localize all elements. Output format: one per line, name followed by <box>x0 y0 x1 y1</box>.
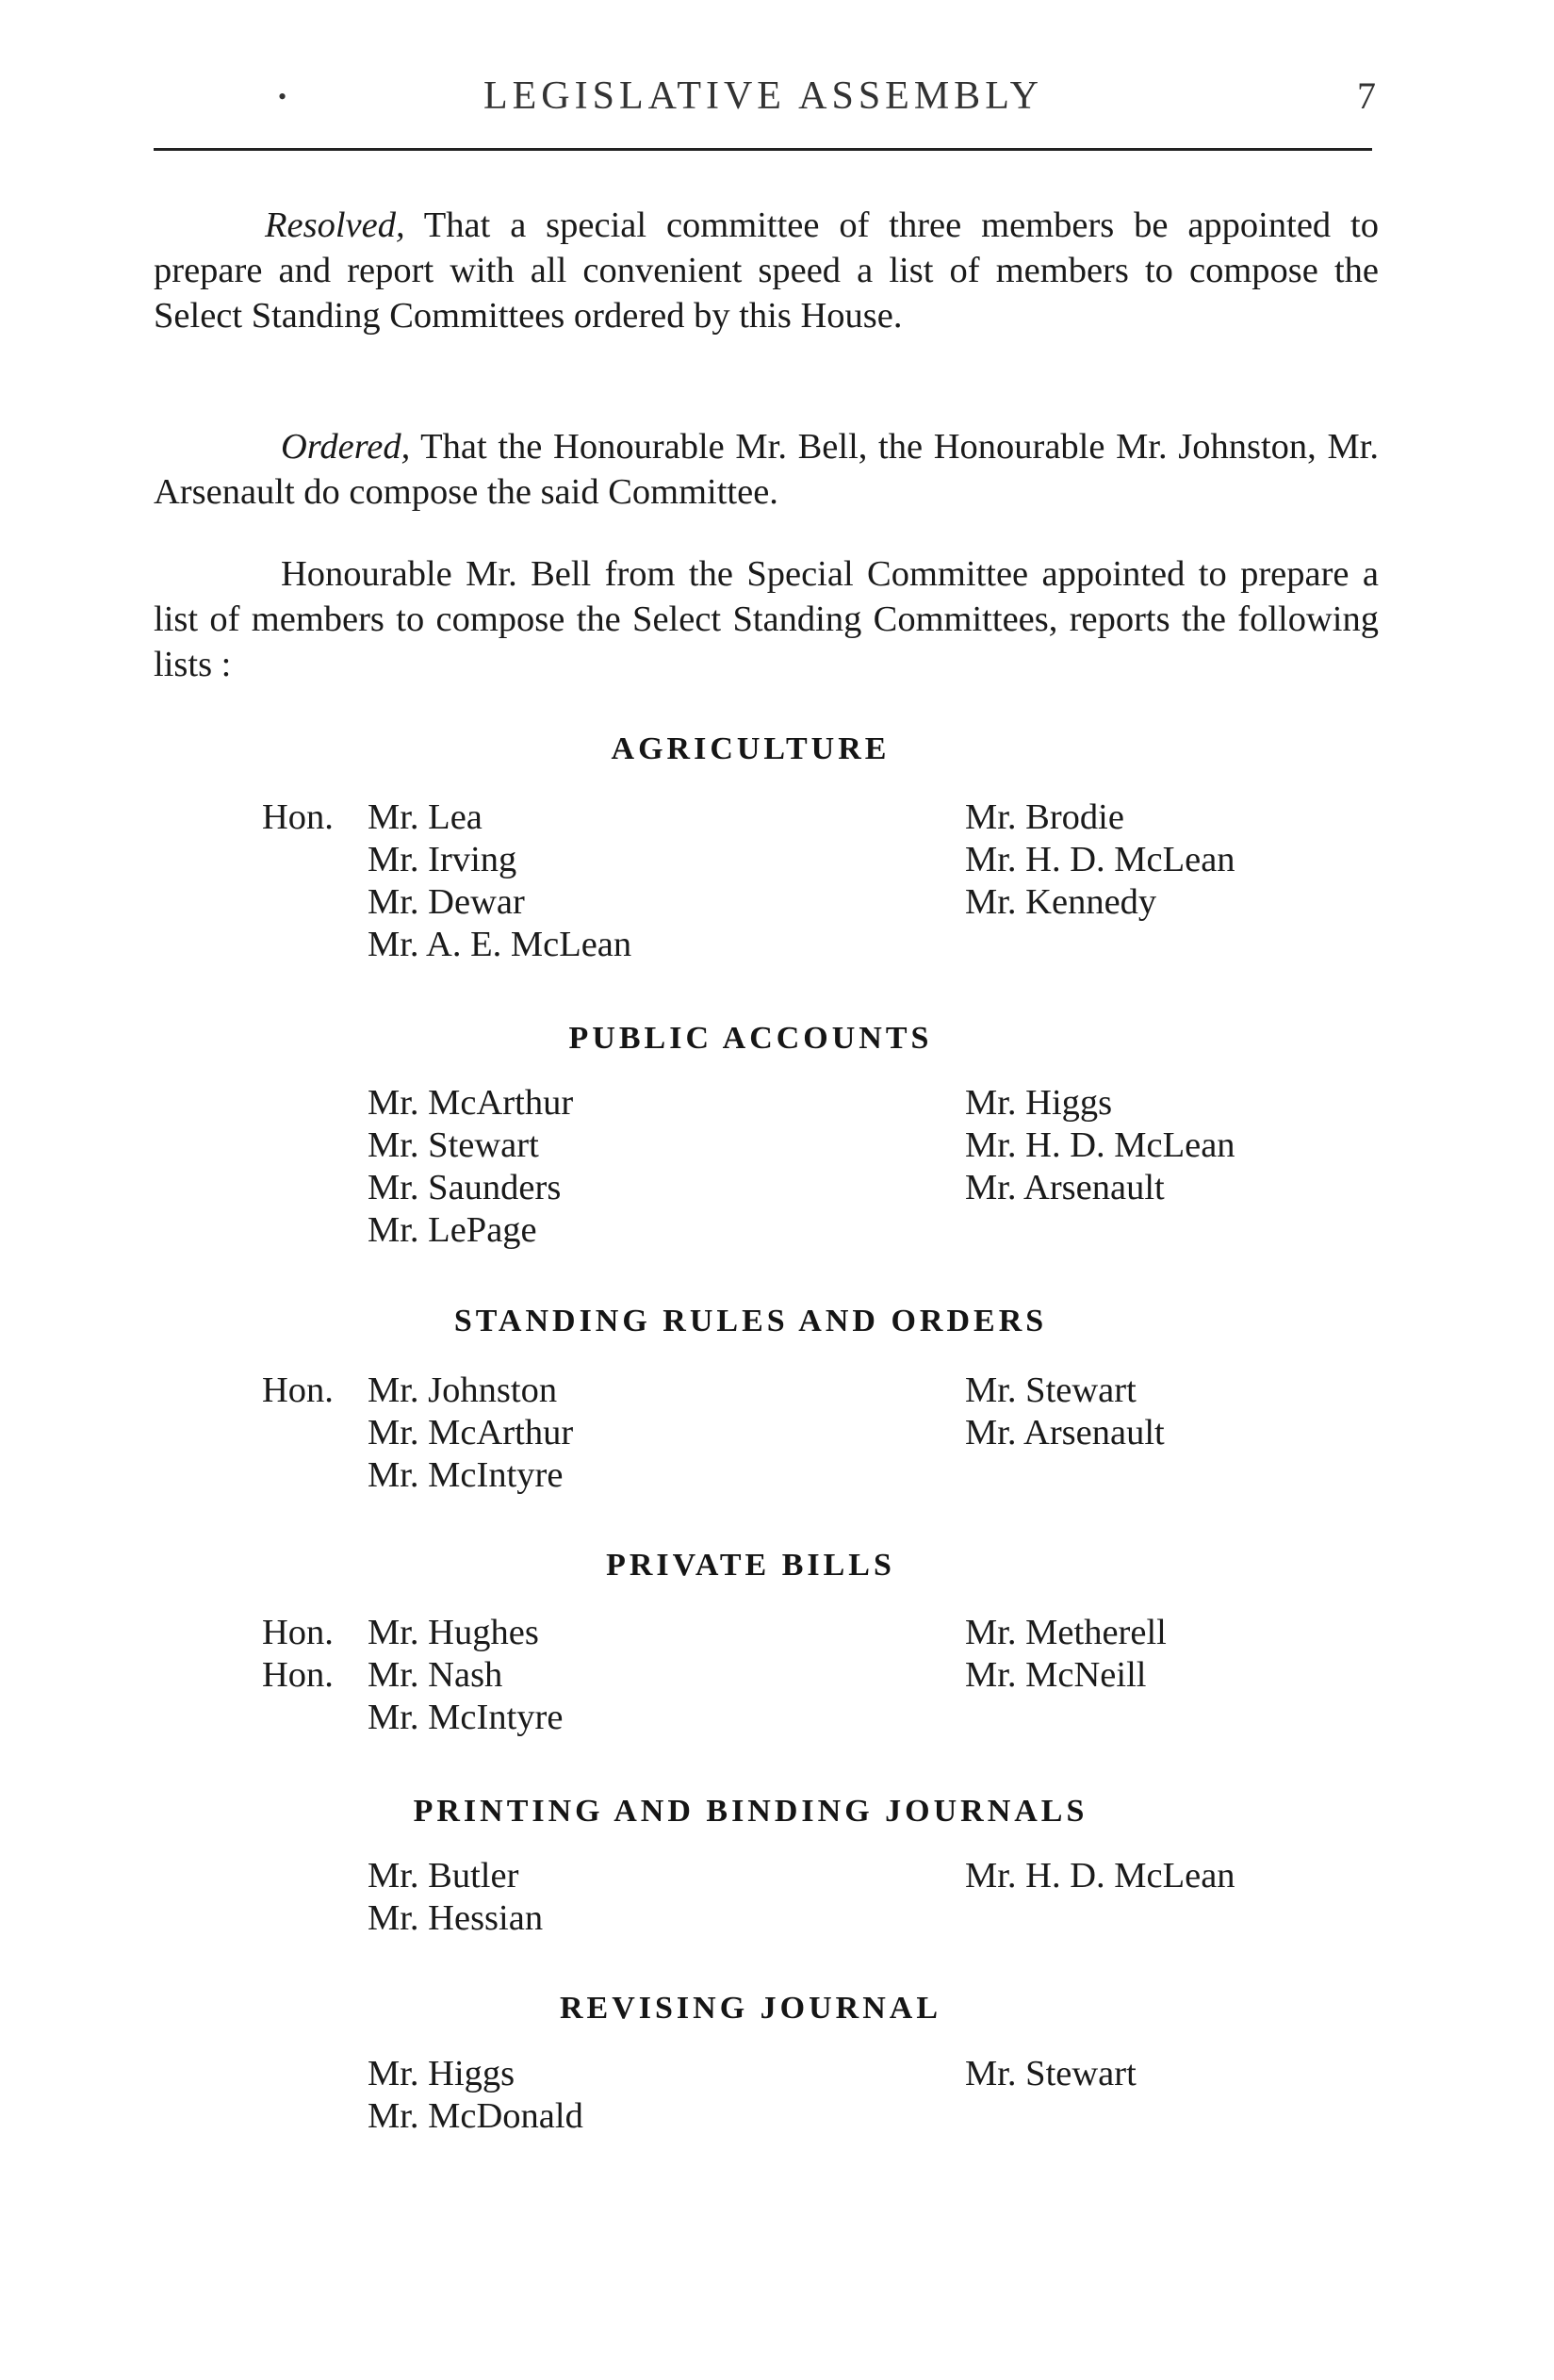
member-name: Mr. McArthur <box>368 1083 574 1123</box>
member-row <box>262 1124 573 1167</box>
member-row <box>262 1209 573 1252</box>
member-name: Mr. Hughes <box>368 1613 539 1652</box>
member-name: Mr. H. D. McLean <box>965 1125 1235 1165</box>
member-row <box>262 1897 543 1940</box>
member-name: Mr. Stewart <box>368 1125 539 1165</box>
ordered-text: That the Honourable Mr. Bell, the Honourable Mr. Johnston, Mr. Arsenault do compose the said Committee. <box>154 427 1379 512</box>
committee-public-accounts-right <box>965 1082 1235 1209</box>
committee-heading-public-accounts: PUBLIC ACCOUNTS <box>568 1021 933 1056</box>
committee-heading-revising-journal: REVISING JOURNAL <box>560 1991 941 2026</box>
resolved-lead: Resolved, <box>265 205 405 245</box>
committee-printing-binding-left <box>262 1855 543 1940</box>
committee-agriculture-left <box>262 796 631 966</box>
ordered-paragraph <box>154 424 1379 515</box>
committee-agriculture-right <box>965 796 1235 924</box>
member-name: Mr. Stewart <box>965 2054 1137 2093</box>
member-honorific: Hon. <box>262 1371 334 1410</box>
ordered-lead: Ordered, <box>281 427 411 467</box>
member-honorific: Hon. <box>262 1655 334 1695</box>
report-paragraph: Honourable Mr. Bell from the Special Committee appointed to prepare a list of members to compose the Select Standing Committees, reports the following lists : <box>154 554 1379 684</box>
running-head <box>151 74 1376 130</box>
member-row <box>262 881 631 924</box>
member-row <box>262 1082 573 1124</box>
committee-printing-binding-right <box>965 1855 1235 1897</box>
committee-private-bills-left <box>262 1612 563 1739</box>
member-row <box>262 1654 563 1697</box>
member-row <box>262 839 631 881</box>
member-name: Mr. Metherell <box>965 1613 1167 1652</box>
member-name: Mr. Arsenault <box>965 1168 1165 1207</box>
member-name: Mr. Saunders <box>368 1168 562 1207</box>
member-name: Mr. Brodie <box>965 797 1124 837</box>
member-name: Mr. H. D. McLean <box>965 1856 1235 1896</box>
header-dot: • <box>278 83 287 110</box>
committee-private-bills-right <box>965 1612 1167 1697</box>
committee-standing-rules-left <box>262 1370 573 1497</box>
member-name: Mr. McIntyre <box>368 1455 564 1495</box>
header-rule <box>154 148 1372 151</box>
member-name: Mr. Dewar <box>368 882 525 922</box>
member-name: Mr. Irving <box>368 840 517 879</box>
member-row <box>262 796 631 839</box>
member-name: Mr. Higgs <box>368 2054 515 2093</box>
member-name: Mr. Johnston <box>368 1371 558 1410</box>
member-name: Mr. Hessian <box>368 1898 544 1938</box>
member-name: Mr. McArthur <box>368 1413 574 1453</box>
member-name: Mr. Higgs <box>965 1083 1113 1123</box>
member-row <box>262 1167 573 1209</box>
member-row <box>262 1412 573 1454</box>
member-name: Mr. Kennedy <box>965 882 1157 922</box>
member-name: Mr. Nash <box>368 1655 503 1695</box>
committee-revising-journal-left <box>262 2053 583 2138</box>
member-row <box>262 1855 543 1897</box>
committee-standing-rules-right <box>965 1370 1165 1454</box>
member-name: Mr. McDonald <box>368 2096 583 2136</box>
member-row <box>262 1612 563 1654</box>
member-row <box>262 924 631 966</box>
member-honorific: Hon. <box>262 1613 334 1652</box>
member-name: Mr. LePage <box>368 1210 537 1250</box>
committee-heading-printing-binding: PRINTING AND BINDING JOURNALS <box>413 1794 1088 1829</box>
member-name: Mr. H. D. McLean <box>965 840 1235 879</box>
member-name: Mr. McIntyre <box>368 1698 564 1737</box>
member-row <box>262 1454 573 1497</box>
member-name: Mr. Arsenault <box>965 1413 1165 1453</box>
member-row <box>262 1697 563 1739</box>
committee-heading-standing-rules: STANDING RULES AND ORDERS <box>453 1304 1048 1338</box>
member-name: Mr. Butler <box>368 1856 519 1896</box>
committee-revising-journal-right <box>965 2053 1137 2095</box>
member-honorific: Hon. <box>262 797 334 837</box>
member-name: Mr. A. E. McLean <box>368 925 632 964</box>
member-name: Mr. Stewart <box>965 1371 1137 1410</box>
member-row <box>262 2095 583 2138</box>
member-name: Mr. McNeill <box>965 1655 1147 1695</box>
member-row <box>262 1370 573 1412</box>
committee-public-accounts-left <box>262 1082 573 1252</box>
resolved-text: That a special committee of three members be appointed to prepare and report with all convenient speed a list of members to compose the Select Standing Committees ordered by this House. <box>154 205 1379 336</box>
member-name: Mr. Lea <box>368 797 483 837</box>
member-row <box>262 2053 583 2095</box>
resolved-paragraph <box>154 203 1379 338</box>
committee-heading-agriculture: AGRICULTURE <box>611 731 891 766</box>
committee-heading-private-bills: PRIVATE BILLS <box>606 1548 895 1583</box>
page-number: 7 <box>1357 74 1376 117</box>
running-title: LEGISLATIVE ASSEMBLY <box>483 74 1043 118</box>
